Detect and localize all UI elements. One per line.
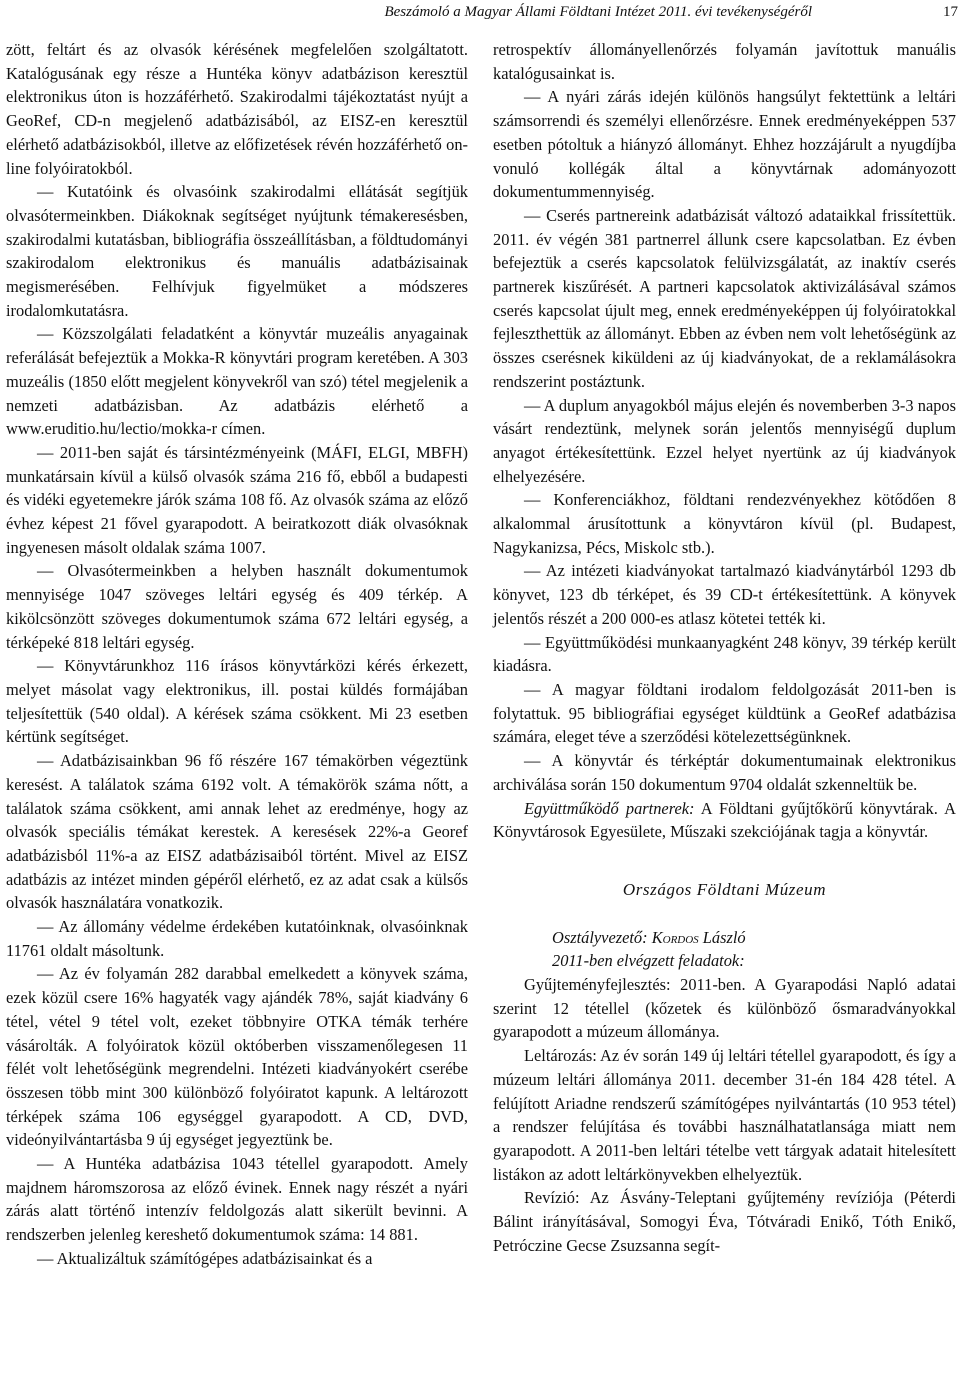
tasks-label: 2011-ben elvégzett feladatok: — [552, 951, 745, 971]
page-header — [0, 2, 960, 22]
paragraph: Leltározás: Az év során 149 új leltári tétellel gyarapodott, és így a múzeum leltári állománya 2011. december 31-én 184 428 tétel. A felújított Ariadne rendszerű számítógépes nyilvántartás (10 953 tétel) a rendszer felújítása és további használhatatlansága miatt nem gyarapodott. A 2011-ben leltári tételbe vett tárgyak adatait hitelesített listákon az adott leltárkönyvekben elhelyeztük. — [493, 1046, 956, 1184]
partners-text: A Földtani gyűjtőkörű könyvtárak. A Könyvtárosok Egyesülete, Műszaki szekciójának tagja a könyvtár. — [493, 798, 956, 842]
page-number: 17 — [943, 4, 958, 20]
paragraph: — Közszolgálati feladatként a könyvtár muzeális anyagainak referálását befejeztük a Mokka-R könyvtári program keretében. A 303 muzeális (1850 előtt megjelent könyvekről van szó) tétel megjelenik a nemzeti adatbázisban. Az adatbázis elérhető a www.eruditio.hu/lectio/mokka-r címen. — [6, 324, 468, 439]
paragraph: — Kutatóink és olvasóink szakirodalmi ellátását segítjük olvasótermeinkben. Diákoknak segítséget nyújtunk témakeresésben, szakirodalmi kutatásban, bibliográfia összeállításban, a földtudományi szakirodalom elektronikus és manuális adatbázisainak megismerésében. Felhívjuk figyelmüket a módszeres irodalomkutatásra. — [6, 182, 468, 320]
right-column — [493, 38, 956, 1257]
paragraph: — Aktualizáltuk számítógépes adatbázisainkat és a — [37, 1248, 373, 1268]
paragraph: — Konferenciákhoz, földtani rendezvényekhez kötődően 8 alkalommal árusítottunk a könyvtáron kívül (pl. Budapest, Nagykanizsa, Pécs, Miskolc stb.). — [493, 490, 956, 557]
paragraph: — Az intézeti kiadványokat tartalmazó kiadványtárból 1293 db könyvet, 123 db térképet, és 39 CD-t értékesítettünk. A könyvek jelentős részét a 200 000-es atlasz kötetei tették ki. — [493, 561, 956, 628]
paragraph: — A magyar földtani irodalom feldolgozását 2011-ben is folytattuk. 95 bibliográfiai egységet küldtünk a GeoRef adatbázisa számára, eleget téve a szerződési kötelezettségünknek. — [493, 679, 956, 747]
paragraph: — A Huntéka adatbázisa 1043 tétellel gyarapodott. Amely majdnem háromszorosa az előző évinek. Ennek nagy részét a nyári zárás alatt történő intenzív feldolgozás alatt sikerült bevinni. A rendszerben jelenleg kereshető dokumentumok száma: 14 881. — [6, 1154, 468, 1245]
paragraph: — A könyvtár és térképtár dokumentumainak elektronikus archiválása során 150 dokumentum 9704 oldalát szkenneltük be. — [493, 751, 956, 794]
partners-label: Együttműködő partnerek: — [524, 798, 695, 818]
paragraph: Revízió: Az Ásvány-Teleptani gyűjtemény revíziója (Péterdi Bálint irányításával, Somogyi Éva, Tótváradi Enikő, Tóth Enikő, Petróczine Gecse Zsuzsanna segít- — [493, 1188, 956, 1255]
paragraph: — Az év folyamán 282 darabbal emelkedett a könyvek száma, ezek közül csere 16% hagyaték vagy ajándék 78%, saját kiadvány 6 tétel, vétel 9 tétel volt, ezeket többnyire OTKA témák terhére vásárolták. A folyóiratok közül októberben visszamenőlegesen 11 félét volt lehetőségünk megrendelni. Intézeti kiadványokért cserébe összesen több mint 300 különböző folyóiratot kapunk. A leltározott térképek száma 106 egységgel gyarapodott. A CD, DVD, videónyilvántartásba 9 új egységet jegyeztünk be. — [6, 964, 468, 1150]
paragraph: — A nyári zárás idején különös hangsúlyt fektettünk a leltári számsorrendi és személyi ellenőrzésre. Ennek eredményeképpen 537 esetben pótoltuk a hiányzó állományt. Ehhez hozzájárult a nyugdíjba vonuló kollégák által a könyvtárnak adományozott dokumentummennyiség. — [493, 87, 956, 202]
paragraph: — Az állomány védelme érdekében kutatóinknak, olvasóinknak 11761 oldalt másoltunk. — [6, 917, 468, 960]
running-title: Beszámoló a Magyar Állami Földtani Intézet 2011. évi tevékenységéről — [384, 4, 812, 20]
left-column — [6, 38, 468, 1271]
partners-paragraph — [493, 797, 956, 844]
paragraph: retrospektív állományellenőrzés folyamán javítottuk manuális katalógusainkat is. — [493, 40, 956, 83]
section-heading: Országos Földtani Múzeum — [622, 879, 827, 899]
head-surname: Kordos — [651, 927, 699, 947]
paragraph: Gyűjteményfejlesztés: 2011-ben. A Gyarapodási Napló adatai szerint 12 tétellel (kőzetek és különböző ősmaradványokkal gyarapodott a múzeum állománya. — [493, 975, 956, 1042]
paragraph: — Olvasótermeinkben a helyben használt dokumentumok mennyisége 1047 szöveges leltári egység és 409 térkép. A kikölcsönzött szöveges dokumentumok száma 672 leltári egység, a térképeké 818 leltári egység. — [6, 561, 468, 652]
paragraph: — Együttműködési munkaanyagként 248 könyv, 39 térkép került kiadásra. — [493, 632, 956, 676]
department-head — [493, 926, 956, 950]
head-given-name: László — [698, 927, 746, 947]
paragraph: — Könyvtárunkhoz 116 írásos könyvtárközi kérés érkezett, melyet másolat vagy elektronikus, ill. postai küldés formájában teljesítettük (540 oldal). A kérések száma csökkent. Mi 23 esetben kértünk segítséget. — [6, 656, 468, 747]
paragraph: — Adatbázisainkban 96 fő részére 167 témakörben végeztünk keresést. A találatok száma 6192 volt. A témakörök száma nőtt, a találatok száma csökkent, ami annak lehet az eredménye, hogy az olvasók speciális témákat kerestek. A keresések 22%-a Georef adatbázisból 11%-a az EISZ adatbázisaiból történt. Mivel az EISZ adatbázis az intézet minden gépéről elérhető, ez az adat csak a külsős olvasók használatára vonatkozik. — [6, 751, 468, 913]
paragraph: — 2011-ben saját és társintézményeink (MÁFI, ELGI, MBFH) munkatársain kívül a külső olvasók száma 216 fő, ebből a budapesti és vidéki egyetemekre járók száma 108 fő. Az olvasók száma az előző évhez képest 21 fővel gyarapodott. A beiratkozott diák olvasóknak ingyenesen másolt oldalak száma 1007. — [6, 442, 468, 557]
paragraph: — Cserés partnereink adatbázisát változó adataikkal frissítettük. 2011. év végén 381 partnerrel állunk csere kapcsolatban. Ez évben befejeztük a cserés kapcsolatok felülvizsgálatát, az inaktív cserés partnerek kiszűrését. A partneri kapcsolatok aktivizálásával számos cserés kapcsolat újult meg, ennek eredményeképpen új folyóiratokkal fejleszthettük az állományt. Ebben az évben nem volt lehetőségünk az összes cserésnek kiküldeni az új kiadványokat, de a reklamálásokra rendszerint postáztunk. — [493, 205, 956, 391]
paragraph: — A duplum anyagokból május elején és novemberben 3-3 napos vásárt rendeztünk, melynek során jelentős mennyiségű duplum anyagot értékesítettünk. Ezzel helyet nyertünk az új kiadványok elhelyezésére. — [493, 395, 956, 486]
paragraph: zött, feltárt és az olvasók kérésének megfelelően szolgáltatott. Katalógusának egy része a Huntéka könyv adatbázison keresztül elektronikus úton is hozzáférhető. Szakirodalmi tájékoztatást nyújt a GeoRef, CD-n megjelenő adatbázisából, az EISZ-en keresztül elérhető adatbázisokból, illetve az előfizetések révén hozzáférhető on-line folyóiratokból. — [6, 40, 468, 178]
head-label: Osztályvezető: — [552, 927, 652, 947]
